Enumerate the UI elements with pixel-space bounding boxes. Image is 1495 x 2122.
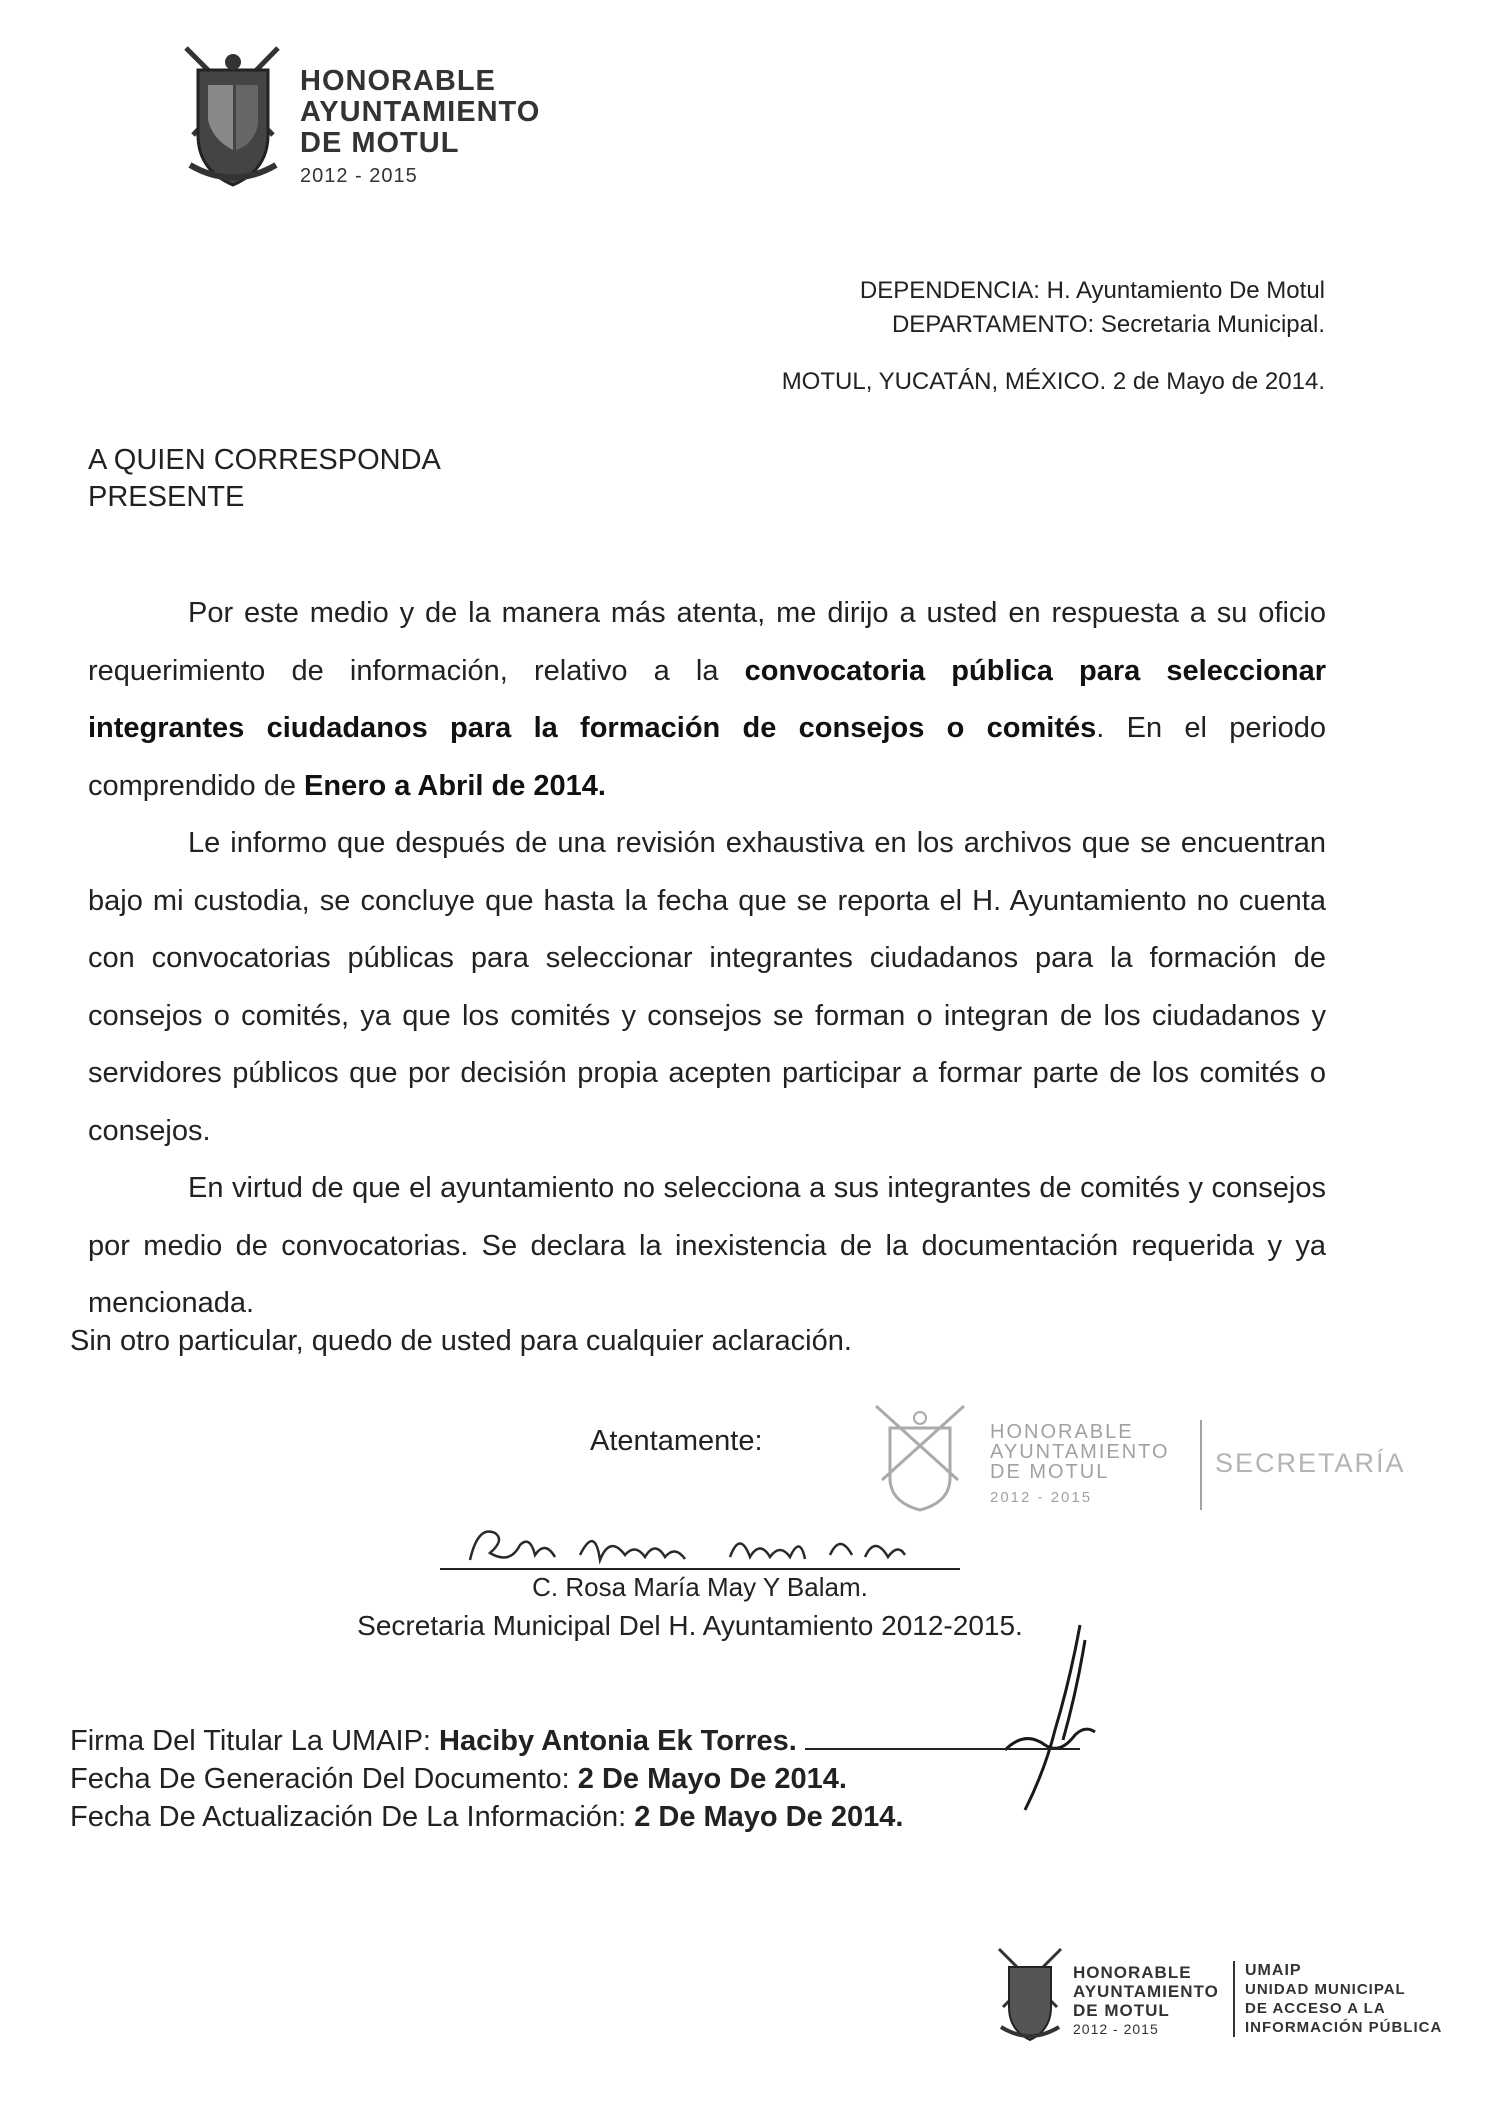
paragraph-2: Le informo que después de una revisión exhaustiva en los archivos que se encuentran bajo mi custodia, se concluye que hasta la fecha que se reporta el H. Ayuntamiento no cuenta con convocatorias públicas para seleccionar integrantes ciudadanos para la formación de consejos o comités, ya que los comités y consejos se forman o integran de los ciudadanos y servidores públicos que por decisión propia acepten participar a formar parte de los comités o consejos. bbox=[88, 827, 1326, 1147]
addressee-line1: A QUIEN CORRESPONDA bbox=[88, 444, 441, 476]
bottom-logo-line3: DE MOTUL bbox=[1073, 2001, 1170, 2020]
actualizacion-value: 2 De Mayo De 2014. bbox=[634, 1801, 904, 1833]
umaip-line3: INFORMACIÓN PÚBLICA bbox=[1245, 2019, 1443, 2036]
municipal-crest-icon bbox=[178, 40, 288, 190]
bottom-logo-divider bbox=[1233, 1961, 1235, 2037]
umaip-line2: DE ACCESO A LA bbox=[1245, 2000, 1386, 2017]
place-date: MOTUL, YUCATÁN, MÉXICO. 2 de Mayo de 2014. bbox=[781, 368, 1325, 395]
letterhead-line3: DE MOTUL bbox=[300, 127, 460, 159]
footer-info bbox=[70, 1722, 1080, 1836]
umaip-line1: UNIDAD MUNICIPAL bbox=[1245, 1981, 1406, 1998]
umaip-logo bbox=[995, 1945, 1455, 2045]
secretaria-stamp bbox=[870, 1400, 1430, 1515]
letterhead-line1: HONORABLE bbox=[300, 65, 496, 97]
p1-text-a: Por este medio y de la manera más atenta, me dirijo a usted en respuesta a su oficio requerimiento de información, relativo a la bbox=[88, 597, 1326, 687]
stamp-line2: AYUNTAMIENTO bbox=[990, 1441, 1170, 1463]
actualizacion-label: Fecha De Actualización De La Información: bbox=[70, 1801, 635, 1833]
closing-line: Sin otro particular, quedo de usted para cualquier aclaración. bbox=[70, 1325, 852, 1357]
generacion-label: Fecha De Generación Del Documento: bbox=[70, 1763, 578, 1795]
departamento-line: DEPARTAMENTO: Secretaria Municipal. bbox=[891, 311, 1325, 338]
letter-body bbox=[88, 585, 1326, 1333]
signatory-title: Secretaria Municipal Del H. Ayuntamiento 2012-2015. bbox=[357, 1610, 1023, 1641]
letterhead-line2: AYUNTAMIENTO bbox=[300, 96, 541, 128]
paragraph-3: En virtud de que el ayuntamiento no selecciona a sus integrantes de comités y consejos por medio de convocatorias. Se declara la inexistencia de la documentación requerida y ya mencionada. bbox=[88, 1172, 1326, 1319]
generacion-value: 2 De Mayo De 2014. bbox=[577, 1763, 847, 1795]
atentamente-label: Atentamente: bbox=[590, 1425, 763, 1457]
bottom-logo-years: 2012 - 2015 bbox=[1073, 2021, 1159, 2037]
bottom-logo-line2: AYUNTAMIENTO bbox=[1073, 1982, 1219, 2001]
letterhead-years: 2012 - 2015 bbox=[300, 165, 418, 187]
signatory-name: C. Rosa María May Y Balam. bbox=[532, 1572, 868, 1602]
generacion-row bbox=[70, 1760, 1080, 1798]
handwritten-signature bbox=[460, 1515, 960, 1575]
letterhead-logo bbox=[178, 40, 598, 190]
addressee bbox=[88, 442, 441, 516]
stamp-section: SECRETARÍA bbox=[1215, 1448, 1406, 1478]
paragraph-1 bbox=[88, 585, 1326, 815]
p1-text-b: . En el periodo comprendido de bbox=[88, 712, 1326, 802]
firma-name: Haciby Antonia Ek Torres. bbox=[439, 1725, 797, 1757]
bottom-crest-icon bbox=[995, 1945, 1065, 2045]
stamp-divider bbox=[1200, 1420, 1202, 1510]
p1-bold-period: Enero a Abril de 2014. bbox=[304, 769, 606, 802]
actualizacion-row bbox=[70, 1798, 1080, 1836]
bottom-logo-line1: HONORABLE bbox=[1073, 1963, 1192, 1982]
stamp-line1: HONORABLE bbox=[990, 1421, 1134, 1443]
p1-bold-subject: convocatoria pública para seleccionar integrantes ciudadanos para la formación de consejos o comités bbox=[88, 654, 1326, 744]
firma-label: Firma Del Titular La UMAIP: bbox=[70, 1725, 440, 1757]
stamp-years: 2012 - 2015 bbox=[990, 1489, 1093, 1506]
addressee-line2: PRESENTE bbox=[88, 481, 245, 513]
header-block bbox=[860, 274, 1325, 342]
dependencia-line: DEPENDENCIA: H. Ayuntamiento De Motul bbox=[859, 277, 1325, 304]
stamp-line3: DE MOTUL bbox=[990, 1461, 1110, 1483]
firma-row bbox=[70, 1722, 1080, 1760]
umaip-acronym: UMAIP bbox=[1245, 1962, 1302, 1979]
signature-line bbox=[440, 1568, 960, 1570]
stamp-crest-icon bbox=[870, 1400, 970, 1512]
firma-blank-line bbox=[805, 1724, 1080, 1750]
